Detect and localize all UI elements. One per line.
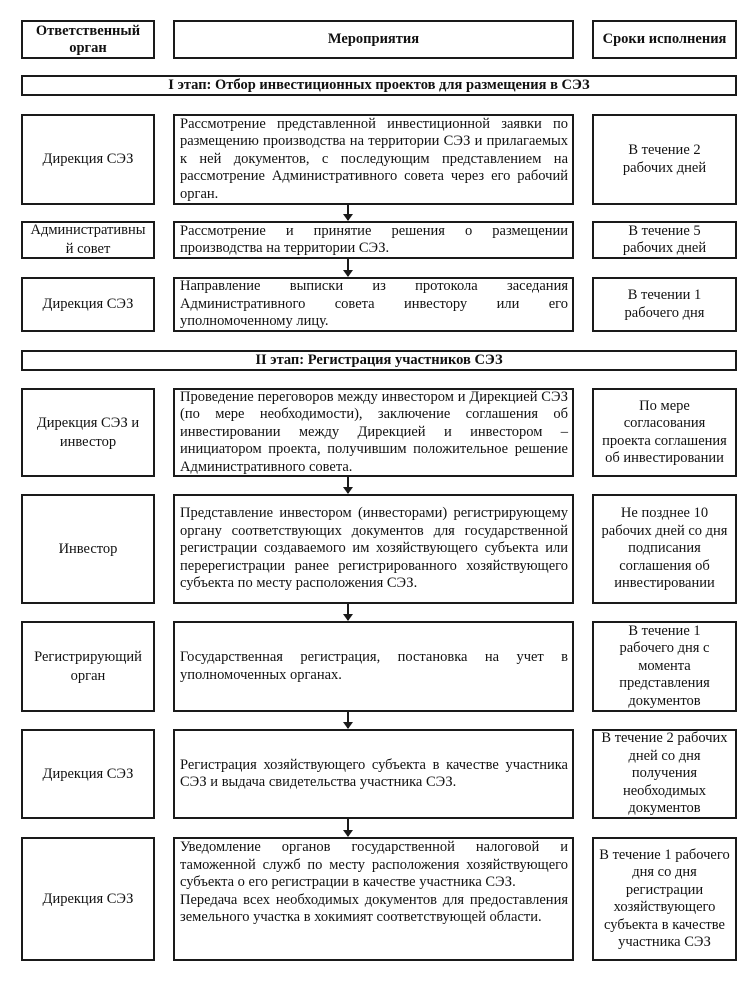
stage-2-row-5-organ [21, 837, 155, 961]
stage-2-row-2-activity [173, 494, 574, 604]
stage-2-title [21, 350, 737, 371]
stage-1-title [21, 75, 737, 96]
stage-1-row-3-deadline [592, 277, 737, 332]
stage-2-row-1-deadline [592, 388, 737, 477]
arrow-down-icon [347, 604, 349, 620]
stage-1-row-3-organ [21, 277, 155, 332]
arrow-down-icon [347, 477, 349, 493]
activity-text: Направление выписки из протокола заседания Административного совета инвестору или его уполномоченному лицу. [180, 278, 568, 330]
stage-1-row-1-organ [21, 114, 155, 205]
stage-2-row-3-organ [21, 621, 155, 712]
stage-2-row-5-deadline [592, 837, 737, 961]
stage-2-row-4-deadline [592, 729, 737, 819]
activity-text: Рассмотрение и принятие решения о размещении производства на территории СЭЗ. [180, 222, 568, 256]
stage-2-row-1-organ [21, 388, 155, 477]
organ-text: Дирекция СЭЗ [42, 765, 134, 782]
deadline-text: Не позднее 10 рабочих дней со дня подписания соглашения об инвестировании [601, 505, 728, 592]
activity-text: Рассмотрение представленной инвестиционной заявки по размещению производства на территории СЭЗ и прилагаемых к ней документов, с последующим представлением на рассмотрение Административного совета через его рабочий орган. [180, 115, 568, 202]
activity-text: Представление инвестором (инвесторами) регистрирующему органу соответствующих документов для государственной регистрации создаваемого им хозяйствующего субъекта или перерегистрации ранее регистрированного хозяйствующего субъекта по месту расположения СЭЗ. [180, 505, 568, 592]
stage-1-title-text: I этап: Отбор инвестиционных проектов для размещения в СЭЗ [168, 77, 590, 93]
stage-1-row-2-deadline [592, 221, 737, 259]
deadline-text: В течение 2 рабочих дней [622, 142, 707, 176]
organ-text: Дирекция СЭЗ и инвестор [36, 414, 140, 450]
organ-text: Регистрирующий орган [34, 648, 142, 684]
stage-2-title-text: II этап: Регистрация участников СЭЗ [255, 352, 503, 368]
organ-text: Дирекция СЭЗ [42, 296, 134, 312]
stage-2-row-3-deadline [592, 621, 737, 712]
header-activities [173, 20, 574, 59]
deadline-text: В течение 2 рабочих дней со дня получения необходимых документов [601, 730, 728, 817]
arrow-down-icon [347, 819, 349, 836]
stage-1-row-1-activity [173, 114, 574, 205]
header-deadlines-label: Сроки исполнения [602, 31, 727, 47]
organ-text: Административный совет [30, 222, 146, 257]
deadline-text: В течение 5 рабочих дней [622, 222, 707, 256]
stage-1-row-1-deadline [592, 114, 737, 205]
header-organ-label: Ответственный орган [35, 22, 141, 56]
organ-text: Дирекция СЭЗ [42, 890, 134, 907]
stage-2-row-2-organ [21, 494, 155, 604]
deadline-text: В течение 1 рабочего дня с момента представления документов [619, 622, 710, 709]
stage-2-row-2-deadline [592, 494, 737, 604]
stage-2-row-1-activity [173, 388, 574, 477]
stage-1-row-3-activity [173, 277, 574, 332]
activity-text-2: Передача всех необходимых документов для предоставления земельного участка в хокимият соответствующей области. [180, 891, 568, 925]
deadline-text: По мере согласования проекта соглашения об инвестировании [602, 397, 727, 466]
deadline-text: В течение 1 рабочего дня со дня регистрации хозяйствующего субъекта в качестве участника СЭЗ [599, 846, 730, 950]
arrow-down-icon [347, 259, 349, 276]
deadline-text: В течении 1 рабочего дня [624, 287, 705, 321]
activity-text: Проведение переговоров между инвестором и Дирекцией СЭЗ (по мере необходимости), заключение соглашения об инвестировании между Дирекцией и инвестором – инициатором проекта, получившим положительное решение Административного совета. [180, 388, 568, 475]
stage-2-row-3-activity [173, 621, 574, 712]
activity-text: Регистрация хозяйствующего субъекта в качестве участника СЭЗ и выдача свидетельства участника СЭЗ. [180, 756, 568, 790]
organ-text: Дирекция СЭЗ [42, 151, 134, 167]
header-activities-label: Мероприятия [327, 31, 420, 47]
activity-text: Уведомление органов государственной налоговой и таможенной служб по месту расположения хозяйствующего субъекта о его регистрации в качестве участника СЭЗ. [180, 839, 568, 890]
arrow-down-icon [347, 205, 349, 220]
header-organ [21, 20, 155, 59]
arrow-down-icon [347, 712, 349, 728]
organ-text: Инвестор [58, 540, 118, 557]
stage-2-row-5-activity [173, 837, 574, 961]
header-deadlines [592, 20, 737, 59]
activity-text: Государственная регистрация, постановка на учет в уполномоченных органах. [180, 649, 568, 683]
stage-2-row-4-activity [173, 729, 574, 819]
stage-2-row-4-organ [21, 729, 155, 819]
stage-1-row-2-organ [21, 221, 155, 259]
stage-1-row-2-activity [173, 221, 574, 259]
